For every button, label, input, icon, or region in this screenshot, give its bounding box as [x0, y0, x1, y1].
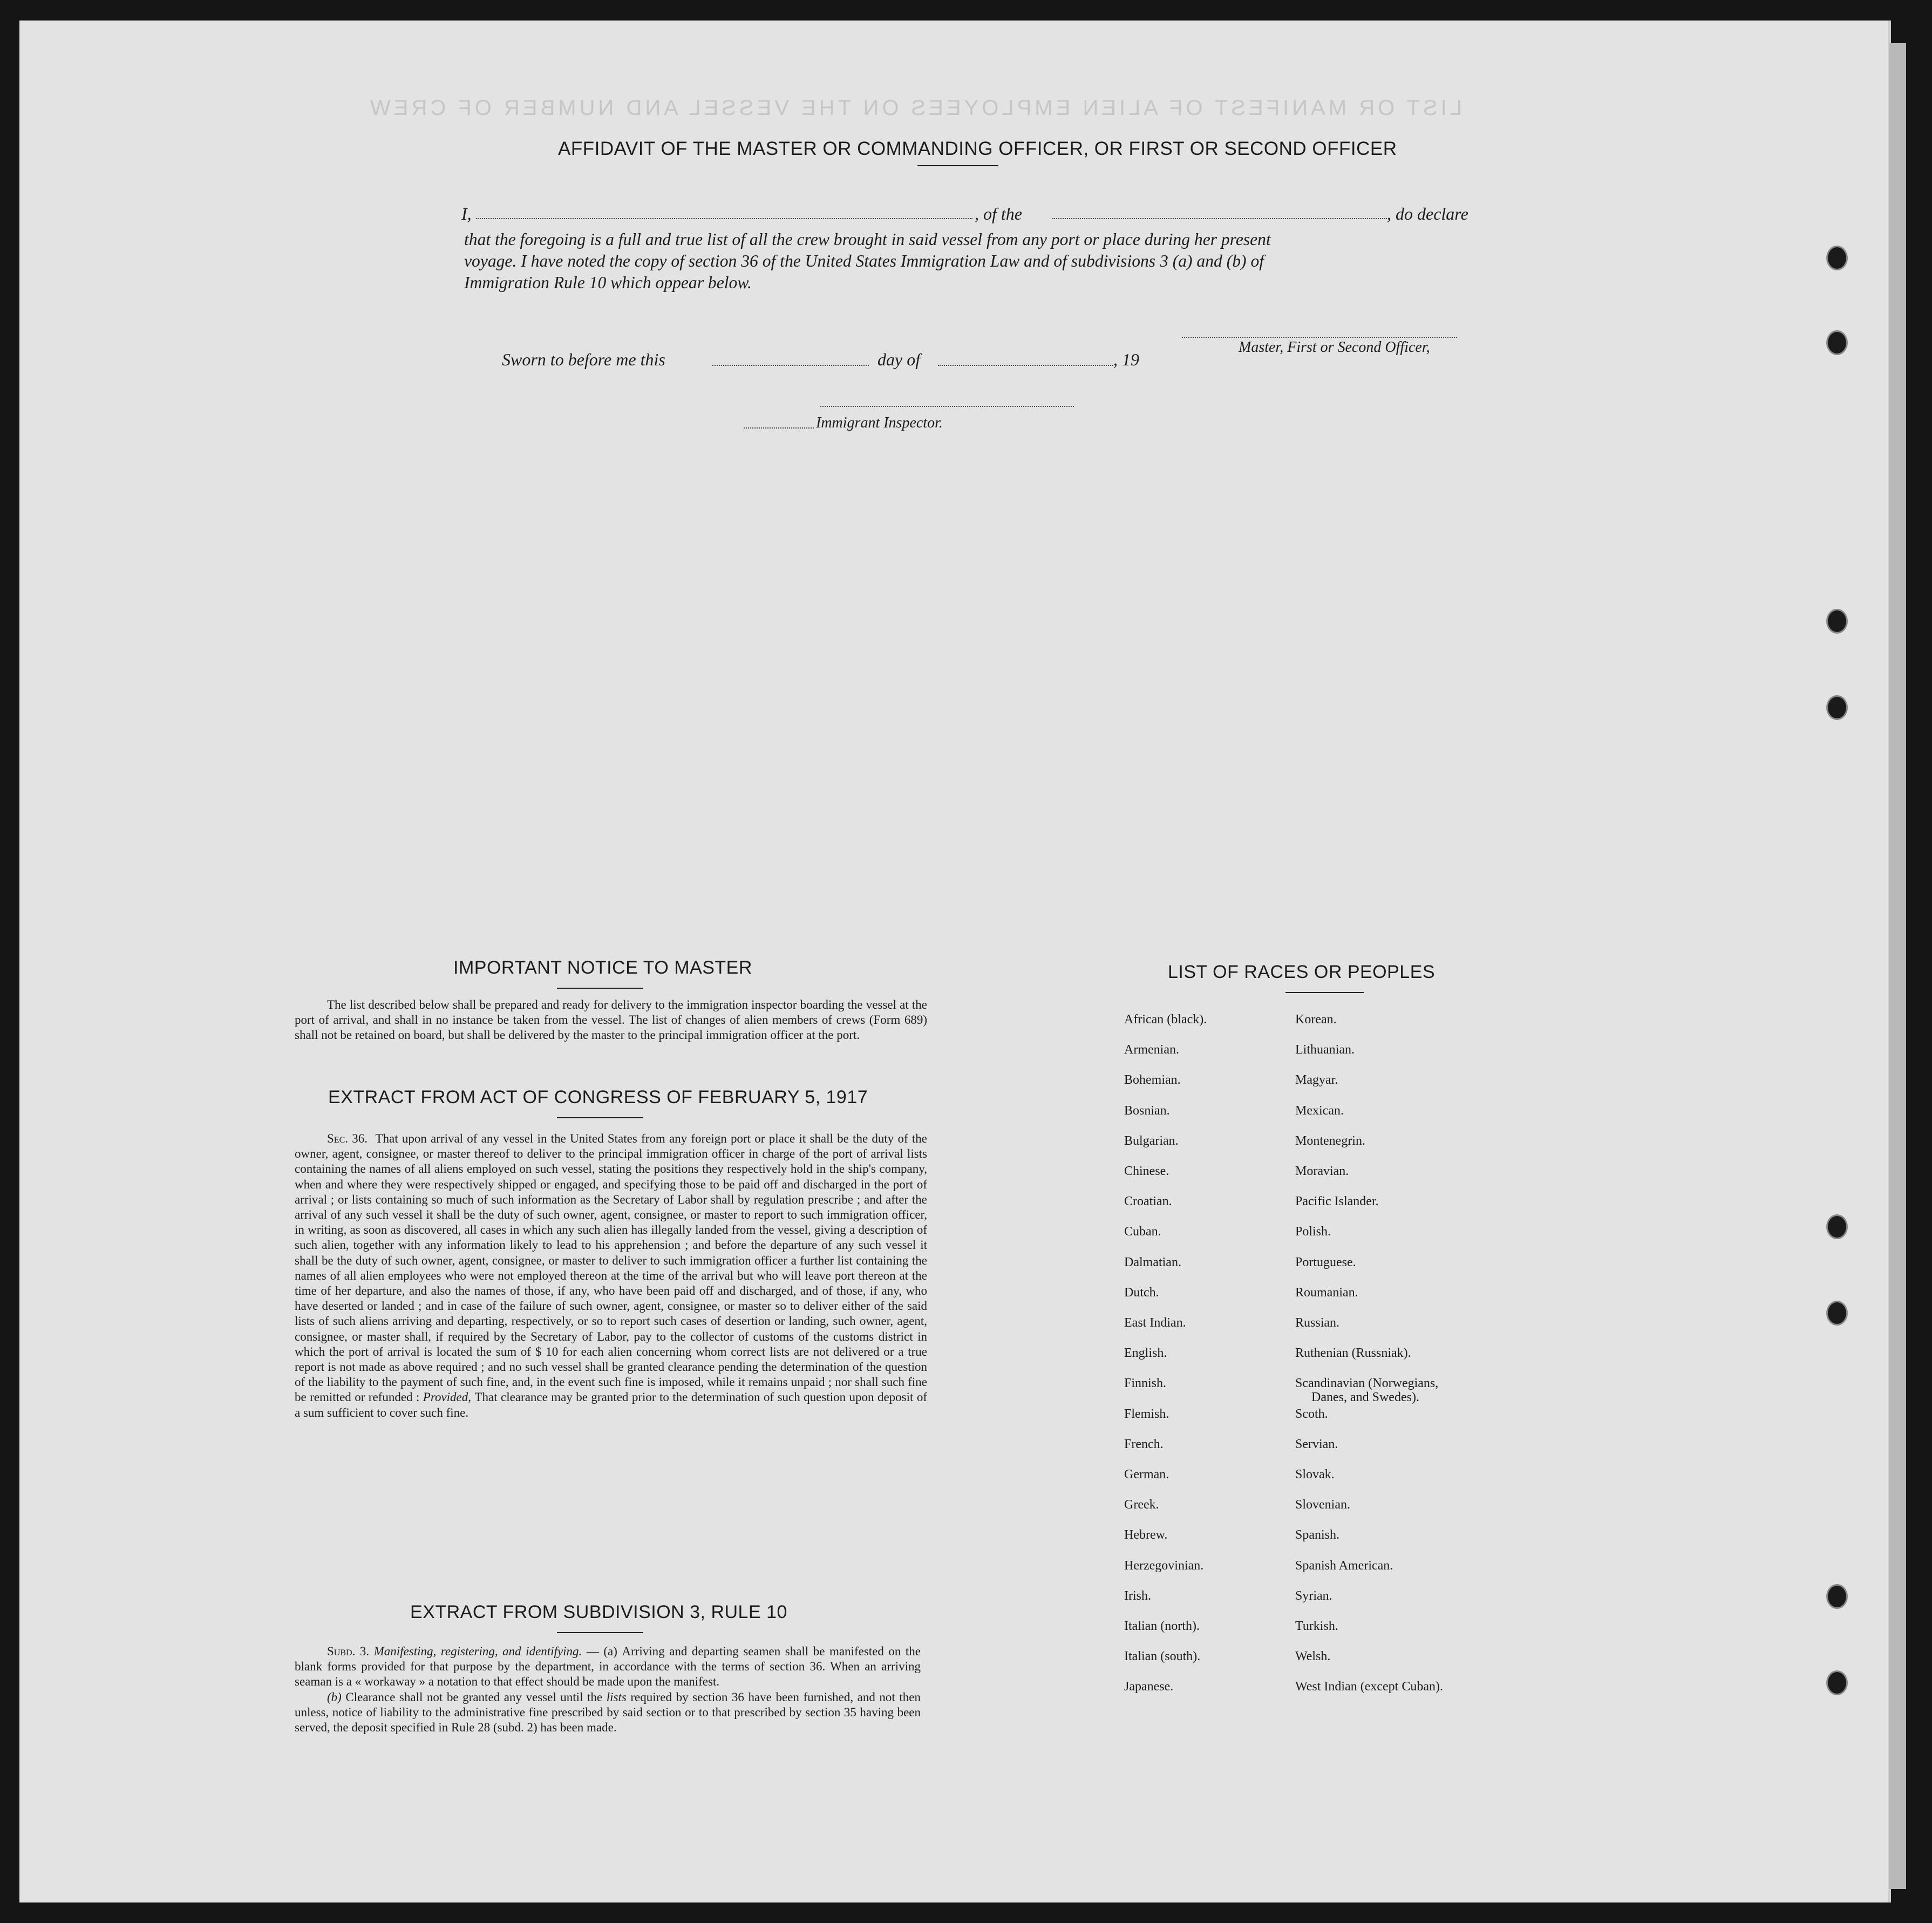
races-rule	[1285, 992, 1364, 993]
race-item: Scoth.	[1295, 1406, 1328, 1421]
para-a-intro: — (a)	[586, 1645, 617, 1658]
vessel-line[interactable]	[1052, 218, 1387, 219]
notice-text	[295, 997, 927, 1043]
notice-paragraph: The list described below shall be prepared and ready for delivery to the immigration inspector boarding the vessel at the port of arrival, and shall in no instance be taken from the vessel. The list of changes of alien members of crews (Form 689) shall not be retained on board, but shall be delivered by the master to the principal immigration officer at the port.	[295, 998, 927, 1042]
sworn-day-of: day of	[877, 350, 921, 369]
affidavit-title: AFFIDAVIT OF THE MASTER OR COMMANDING OFFICER, OR FIRST OR SECOND OFFICER	[558, 138, 1397, 159]
race-item: Chinese.	[1124, 1164, 1169, 1178]
affidavit-line-2: that the foregoing is a full and true list of all the crew brought in said vessel from any port or place during her present	[464, 230, 1271, 249]
race-item: Montenegrin.	[1295, 1133, 1365, 1148]
race-item-scandinavian-cont: Danes, and Swedes).	[1311, 1390, 1419, 1404]
race-item: Welsh.	[1295, 1649, 1331, 1664]
act-text	[295, 1131, 927, 1421]
race-item: Magyar.	[1295, 1073, 1338, 1088]
subd-heading: Manifesting, registering, and identifying.	[373, 1645, 582, 1658]
binder-hole	[1826, 1301, 1848, 1326]
binder-hole	[1826, 1584, 1848, 1609]
notice-rule	[557, 988, 643, 989]
race-item: Mexican.	[1295, 1103, 1344, 1118]
race-item: Greek.	[1124, 1498, 1159, 1512]
act-title: EXTRACT FROM ACT OF CONGRESS OF FEBRUARY 5, 1917	[328, 1087, 868, 1107]
sworn-year: , 19	[1113, 350, 1139, 369]
race-item: Spanish American.	[1295, 1558, 1393, 1573]
affidavit-i: I,	[461, 204, 472, 223]
binder-hole	[1826, 695, 1848, 720]
race-item: Spanish.	[1295, 1528, 1340, 1543]
race-item: Finnish.	[1124, 1376, 1167, 1391]
binder-hole	[1826, 609, 1848, 634]
race-item: Hebrew.	[1124, 1528, 1168, 1543]
race-item: Italian (south).	[1124, 1649, 1201, 1664]
race-item: Dalmatian.	[1124, 1255, 1181, 1269]
master-label: Master, First or Second Officer,	[1239, 339, 1430, 356]
race-item: Pacific Islander.	[1295, 1194, 1379, 1209]
race-item: Turkish.	[1295, 1619, 1338, 1633]
race-item: Moravian.	[1295, 1164, 1349, 1178]
inspector-line-short[interactable]	[744, 427, 814, 429]
affidavit-of-the: , of the	[975, 204, 1022, 223]
race-item: Russian.	[1295, 1316, 1340, 1330]
race-item: Syrian.	[1295, 1588, 1332, 1603]
race-item: Polish.	[1295, 1225, 1331, 1239]
race-item: German.	[1124, 1467, 1169, 1482]
name-line[interactable]	[476, 218, 972, 219]
affidavit-line-4: Immigration Rule 10 which oppear below.	[464, 273, 752, 292]
race-item: Portuguese.	[1295, 1255, 1356, 1269]
race-item: Scandinavian (Norwegians,	[1295, 1376, 1439, 1391]
race-item: Croatian.	[1124, 1194, 1172, 1209]
inspector-signature-line[interactable]	[820, 406, 1074, 407]
para-b-1: Clearance shall not be granted any vessel until the	[345, 1690, 603, 1704]
provided-word: Provided,	[423, 1390, 472, 1404]
subd-label: Subd. 3.	[327, 1645, 370, 1658]
inspector-label: Immigrant Inspector.	[816, 415, 943, 431]
act-rule	[557, 1117, 643, 1118]
race-item: Herzegovinian.	[1124, 1558, 1204, 1573]
race-item: Japanese.	[1124, 1680, 1174, 1694]
race-item: Korean.	[1295, 1013, 1337, 1027]
binder-hole	[1826, 1214, 1848, 1239]
race-item: Irish.	[1124, 1588, 1151, 1603]
rule-text	[295, 1644, 921, 1735]
sworn-prefix: Sworn to before me this	[502, 350, 665, 369]
affidavit-line-3: voyage. I have noted the copy of section 36 of the United States Immigration Law and of subdivisions 3 (a) and (b) of	[464, 252, 1264, 270]
race-item: Ruthenian (Russniak).	[1295, 1346, 1411, 1361]
provided-text: That clearance may be granted prior to the determination of such question upon deposit of a sum sufficient to cover such fine.	[295, 1390, 928, 1419]
sec-36-text: That upon arrival of any vessel in the United States from any foreign port or place it shall be the duty of the owner, agent, consignee, or master thereof to deliver to the principal immigration officer in charge of the port of arrival lists containing the names of all aliens employed on such vessel, stating the positions they respectively hold in the ship's company, when and where they were respectively shipped or engaged, and specifying those to be paid off and discharged in the port of arrival ; or lists containing so much of such information as the Secretary of Labor shall by regulation prescribe ; and after the arrival of any such vessel it shall be the duty of such owner, agent, consignee, or master to report to such immigration officer, in writing, as soon as discovered, all cases in which any such alien has illegally landed from the vessel, giving a description of such alien, together with any information likely to lead to his apprehension ; and before the departure of any such vessel it shall be the duty of such owner, agent, consignee, or master to deliver to such immigration officer a further list containing the names of all alien employees who were not employed thereon at the time of the arrival but who will leave port thereon at the time of her departure, and also the names of those, if any, who have been paid off and discharged, and of those, if any, who have deserted or landed ; and in case of the failure of such owner, agent, consignee, or master so to deliver either of the said lists of such aliens arriving and departing, respectively, or so to report such cases of desertion or landing, such owner, agent, consignee, or master shall, if required by the Secretary of Labor, pay to the collector of customs of the customs district in which the port of arrival is located the sum of $ 10 for each alien concerning whom correct lists are not delivered or a true report is not made as above required ; and no such vessel shall be granted clearance pending the determination of the question of the liability to the payment of such fine, and, in the event such fine is imposed, while it remains unpaid ; nor shall such fine be remitted or refunded :	[295, 1132, 927, 1404]
master-signature-line[interactable]	[1182, 337, 1457, 338]
notice-title: IMPORTANT NOTICE TO MASTER	[453, 957, 752, 978]
race-item: Slovenian.	[1295, 1498, 1350, 1512]
race-item: East Indian.	[1124, 1316, 1186, 1330]
races-title: LIST OF RACES OR PEOPLES	[1168, 962, 1436, 982]
race-item: Servian.	[1295, 1437, 1338, 1451]
race-item: Bosnian.	[1124, 1103, 1170, 1118]
race-item: Italian (north).	[1124, 1619, 1200, 1633]
race-item: Flemish.	[1124, 1406, 1169, 1421]
race-item: French.	[1124, 1437, 1164, 1451]
bleed-through-heading: LIST OR MANIFEST OF ALIEN EMPLOYEES ON THE VESSEL AND NUMBER OF CREW	[367, 96, 1462, 120]
para-b-label: (b)	[327, 1690, 342, 1704]
race-item: Bulgarian.	[1124, 1133, 1179, 1148]
race-item: West Indian (except Cuban).	[1295, 1680, 1443, 1694]
race-item: Slovak.	[1295, 1467, 1335, 1482]
affidavit-do-declare: , do declare	[1387, 204, 1468, 223]
binder-hole	[1826, 246, 1848, 270]
manifest-page	[19, 21, 1891, 1902]
para-a: Arriving and departing seamen shall be manifested on the blank forms provided for that purpose by the department, in accordance with the terms of section 36. When an arriving seaman is a « workaway » a notation to that effect should be made upon the manifest.	[295, 1645, 921, 1689]
sec-label: Sec. 36.	[327, 1132, 368, 1145]
sworn-day-line[interactable]	[712, 365, 869, 366]
binder-hole	[1826, 1670, 1848, 1695]
title-rule	[917, 165, 998, 166]
sworn-month-line[interactable]	[938, 365, 1113, 366]
rule-rule	[557, 1632, 643, 1633]
para-b-2: required by section 36 have been furnished, and not then unless, notice of liability to the administrative fine prescribed by said section or to that prescribed by section 35 having been served, the deposit specified in Rule 28 (subd. 2) has been made.	[295, 1690, 921, 1735]
race-item: African (black).	[1124, 1013, 1207, 1027]
race-item: Lithuanian.	[1295, 1043, 1355, 1057]
race-item: Roumanian.	[1295, 1285, 1358, 1300]
race-item: Dutch.	[1124, 1285, 1159, 1300]
race-item: Armenian.	[1124, 1043, 1179, 1057]
page-edge	[1889, 43, 1906, 1889]
race-item: English.	[1124, 1346, 1167, 1361]
race-item: Bohemian.	[1124, 1073, 1181, 1088]
binder-hole	[1826, 330, 1848, 355]
para-b-lists: lists	[606, 1690, 627, 1704]
race-item: Cuban.	[1124, 1225, 1161, 1239]
rule-title: EXTRACT FROM SUBDIVISION 3, RULE 10	[410, 1602, 787, 1622]
